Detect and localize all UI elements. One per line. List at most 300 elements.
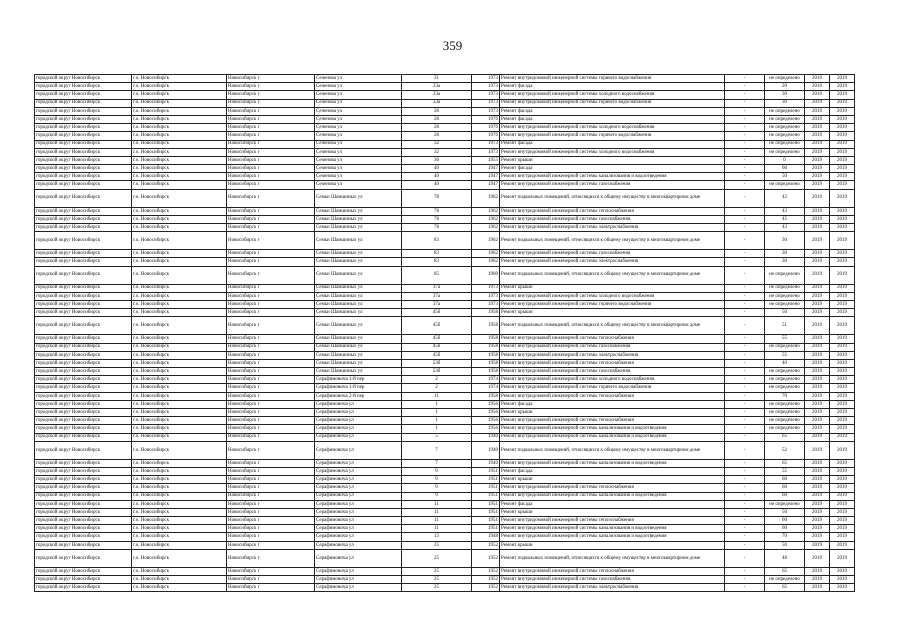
street-cell: Семьи Шамшиных ул	[315, 258, 402, 266]
house-number-cell: 45б	[402, 343, 472, 351]
house-number-cell: 1	[402, 417, 472, 425]
street-cell: Семьи Шамшиных ул	[315, 189, 402, 207]
district-cell: г.о. Новосибирск	[132, 576, 227, 584]
work-type-cell: Ремонт внутридомовой инженерной системы канализования и водоотведения	[500, 525, 725, 533]
value-cell: 0	[765, 156, 805, 164]
street-cell: Серафимовича ул	[315, 508, 402, 516]
table-row	[35, 284, 855, 292]
district-cell: г.о. Новосибирск	[132, 476, 227, 484]
value-cell: не определено	[765, 576, 805, 584]
value-cell: 30	[765, 91, 805, 99]
work-type-cell: Ремонт внутридомовой инженерной системы электроснабжения	[500, 224, 725, 232]
year-start-cell: 2019	[805, 83, 830, 91]
city-cell: Новосибирск г	[227, 300, 315, 308]
year-end-cell: 2019	[830, 250, 855, 258]
dash-cell: -	[725, 317, 765, 335]
table-row	[35, 224, 855, 232]
municipality-cell: городской округ Новосибирск	[35, 433, 132, 441]
value-cell: 45	[765, 215, 805, 223]
dash-cell: -	[725, 549, 765, 567]
city-cell: Новосибирск г	[227, 567, 315, 575]
value-cell: не определено	[765, 400, 805, 408]
city-cell: Новосибирск г	[227, 107, 315, 115]
district-cell: г.о. Новосибирск	[132, 368, 227, 376]
house-number-cell: 53б	[402, 368, 472, 376]
house-number-cell: 40	[402, 165, 472, 173]
year-end-cell: 2019	[830, 107, 855, 115]
house-number-cell: 9	[402, 492, 472, 500]
table-row	[35, 384, 855, 392]
value-cell: не определено	[765, 343, 805, 351]
table-row	[35, 533, 855, 541]
year-start-cell: 2019	[805, 376, 830, 384]
dash-cell: -	[725, 400, 765, 408]
work-type-cell: Ремонт внутридомовой инженерной системы холодного водоснабжения	[500, 148, 725, 156]
municipality-cell: городской округ Новосибирск	[35, 541, 132, 549]
work-type-cell: Ремонт внутридомовой инженерной системы газоснабжения	[500, 343, 725, 351]
city-cell: Новосибирск г	[227, 309, 315, 317]
year-end-cell: 2019	[830, 417, 855, 425]
year-built-cell: 1940	[472, 433, 500, 441]
dash-cell: -	[725, 156, 765, 164]
municipality-cell: городской округ Новосибирск	[35, 384, 132, 392]
year-built-cell: 1947	[472, 181, 500, 189]
table-row	[35, 359, 855, 367]
table-row	[35, 266, 855, 284]
city-cell: Новосибирск г	[227, 425, 315, 433]
street-cell: Серафимовича 2-й пер	[315, 392, 402, 400]
city-cell: Новосибирск г	[227, 215, 315, 223]
district-cell: г.о. Новосибирск	[132, 549, 227, 567]
city-cell: Новосибирск г	[227, 517, 315, 525]
work-type-cell: Ремонт внутридомовой инженерной системы канализования и водоотведения	[500, 425, 725, 433]
value-cell: 60	[765, 492, 805, 500]
house-number-cell: 40	[402, 173, 472, 181]
year-start-cell: 2019	[805, 207, 830, 215]
year-built-cell: 1951	[472, 525, 500, 533]
year-built-cell: 1956	[472, 425, 500, 433]
municipality-cell: городской округ Новосибирск	[35, 224, 132, 232]
city-cell: Новосибирск г	[227, 368, 315, 376]
street-cell: Серафимовича ул	[315, 584, 402, 592]
year-start-cell: 2019	[805, 459, 830, 467]
value-cell: 50	[765, 541, 805, 549]
city-cell: Новосибирск г	[227, 400, 315, 408]
value-cell: не определено	[765, 500, 805, 508]
house-number-cell: 31	[402, 75, 472, 83]
year-end-cell: 2019	[830, 317, 855, 335]
work-type-cell: Ремонт внутридомовой инженерной системы канализования и водоотведения	[500, 492, 725, 500]
table-row	[35, 83, 855, 91]
work-type-cell: Ремонт внутридомовой инженерной системы теплоснабжения	[500, 335, 725, 343]
year-built-cell: 1951	[472, 476, 500, 484]
year-start-cell: 2019	[805, 533, 830, 541]
house-number-cell: 37а	[402, 300, 472, 308]
street-cell: Сеченова ул	[315, 83, 402, 91]
table-row	[35, 250, 855, 258]
municipality-cell: городской округ Новосибирск	[35, 148, 132, 156]
house-number-cell: 9	[402, 484, 472, 492]
table-row	[35, 549, 855, 567]
dash-cell: -	[725, 140, 765, 148]
work-type-cell: Ремонт внутридомовой инженерной системы электроснабжения	[500, 584, 725, 592]
table-row	[35, 309, 855, 317]
work-type-cell: Ремонт внутридомовой инженерной системы холодного водоснабжения	[500, 91, 725, 99]
dash-cell: -	[725, 250, 765, 258]
street-cell: Семьи Шамшиных ул	[315, 351, 402, 359]
table-row	[35, 207, 855, 215]
value-cell: 48	[765, 549, 805, 567]
house-number-cell: 83	[402, 232, 472, 250]
street-cell: Семьи Шамшиных ул	[315, 250, 402, 258]
year-start-cell: 2019	[805, 266, 830, 284]
municipality-cell: городской округ Новосибирск	[35, 441, 132, 459]
dash-cell: -	[725, 189, 765, 207]
work-type-cell: Ремонт крыши	[500, 409, 725, 417]
municipality-cell: городской округ Новосибирск	[35, 533, 132, 541]
city-cell: Новосибирск г	[227, 91, 315, 99]
year-start-cell: 2019	[805, 343, 830, 351]
dash-cell: -	[725, 292, 765, 300]
house-number-cell: 1	[402, 425, 472, 433]
municipality-cell: городской округ Новосибирск	[35, 508, 132, 516]
street-cell: Серафимовича ул	[315, 517, 402, 525]
street-cell: Серафимовича 1-й пер	[315, 384, 402, 392]
year-built-cell: 1956	[472, 417, 500, 425]
district-cell: г.о. Новосибирск	[132, 400, 227, 408]
house-number-cell: 37а	[402, 292, 472, 300]
work-type-cell: Ремонт внутридомовой инженерной системы теплоснабжения	[500, 359, 725, 367]
year-built-cell: 1951	[472, 500, 500, 508]
district-cell: г.о. Новосибирск	[132, 124, 227, 132]
city-cell: Новосибирск г	[227, 484, 315, 492]
city-cell: Новосибирск г	[227, 232, 315, 250]
city-cell: Новосибирск г	[227, 541, 315, 549]
house-number-cell: 33а	[402, 99, 472, 107]
city-cell: Новосибирск г	[227, 549, 315, 567]
house-number-cell: 85	[402, 266, 472, 284]
year-built-cell: 1951	[472, 492, 500, 500]
year-end-cell: 2019	[830, 300, 855, 308]
street-cell: Семьи Шамшиных ул	[315, 224, 402, 232]
work-type-cell: Ремонт подвальных помещений, относящихся к общему имуществу в многоквартирном доме	[500, 317, 725, 335]
district-cell: г.о. Новосибирск	[132, 409, 227, 417]
table-row	[35, 484, 855, 492]
city-cell: Новосибирск г	[227, 148, 315, 156]
table-row	[35, 467, 855, 475]
district-cell: г.о. Новосибирск	[132, 459, 227, 467]
work-type-cell: Ремонт подвальных помещений, относящихся к общему имуществу в многоквартирном доме	[500, 549, 725, 567]
year-end-cell: 2019	[830, 148, 855, 156]
year-end-cell: 2019	[830, 508, 855, 516]
year-start-cell: 2019	[805, 99, 830, 107]
work-type-cell: Ремонт внутридомовой инженерной системы теплоснабжения	[500, 484, 725, 492]
value-cell: 60	[765, 476, 805, 484]
dash-cell: -	[725, 392, 765, 400]
table-row	[35, 425, 855, 433]
city-cell: Новосибирск г	[227, 99, 315, 107]
house-number-cell: 28	[402, 132, 472, 140]
dash-cell: -	[725, 300, 765, 308]
city-cell: Новосибирск г	[227, 317, 315, 335]
year-built-cell: 1956	[472, 409, 500, 417]
house-number-cell: 25	[402, 549, 472, 567]
year-start-cell: 2019	[805, 300, 830, 308]
street-cell: Сеченова ул	[315, 115, 402, 123]
year-built-cell: 1962	[472, 215, 500, 223]
value-cell: 65	[765, 459, 805, 467]
municipality-cell: городской округ Новосибирск	[35, 165, 132, 173]
city-cell: Новосибирск г	[227, 140, 315, 148]
district-cell: г.о. Новосибирск	[132, 140, 227, 148]
district-cell: г.о. Новосибирск	[132, 292, 227, 300]
house-number-cell: 40	[402, 181, 472, 189]
municipality-cell: городской округ Новосибирск	[35, 83, 132, 91]
street-cell: Семьи Шамшиных ул	[315, 335, 402, 343]
work-type-cell: Ремонт крыши	[500, 309, 725, 317]
work-type-cell: Ремонт внутридомовой инженерной системы горячего водоснабжения	[500, 99, 725, 107]
house-number-cell: 83	[402, 258, 472, 266]
city-cell: Новосибирск г	[227, 584, 315, 592]
street-cell: Серафимовича ул	[315, 525, 402, 533]
dash-cell: -	[725, 425, 765, 433]
year-built-cell: 1973	[472, 148, 500, 156]
table-row	[35, 376, 855, 384]
year-end-cell: 2019	[830, 83, 855, 91]
year-start-cell: 2019	[805, 292, 830, 300]
city-cell: Новосибирск г	[227, 392, 315, 400]
value-cell: 70	[765, 533, 805, 541]
municipality-cell: городской округ Новосибирск	[35, 417, 132, 425]
city-cell: Новосибирск г	[227, 156, 315, 164]
dash-cell: -	[725, 309, 765, 317]
work-type-cell: Ремонт подвальных помещений, относящихся к общему имуществу в многоквартирном доме	[500, 189, 725, 207]
municipality-cell: городской округ Новосибирск	[35, 107, 132, 115]
city-cell: Новосибирск г	[227, 224, 315, 232]
value-cell: 65	[765, 433, 805, 441]
year-start-cell: 2019	[805, 359, 830, 367]
dash-cell: -	[725, 433, 765, 441]
work-type-cell: Ремонт крыши	[500, 156, 725, 164]
street-cell: Серафимовича ул	[315, 549, 402, 567]
table-row	[35, 409, 855, 417]
dash-cell: -	[725, 351, 765, 359]
dash-cell: -	[725, 541, 765, 549]
value-cell: не определено	[765, 107, 805, 115]
year-built-cell: 1958	[472, 343, 500, 351]
value-cell: 60	[765, 525, 805, 533]
year-built-cell: 1976	[472, 115, 500, 123]
dash-cell: -	[725, 567, 765, 575]
municipality-cell: городской округ Новосибирск	[35, 317, 132, 335]
table-row	[35, 584, 855, 592]
dash-cell: -	[725, 441, 765, 459]
district-cell: г.о. Новосибирск	[132, 417, 227, 425]
municipality-cell: городской округ Новосибирск	[35, 232, 132, 250]
dash-cell: -	[725, 335, 765, 343]
dash-cell: -	[725, 124, 765, 132]
city-cell: Новосибирск г	[227, 576, 315, 584]
year-end-cell: 2019	[830, 476, 855, 484]
house-number-cell: 32	[402, 148, 472, 156]
year-built-cell: 1951	[472, 467, 500, 475]
year-end-cell: 2019	[830, 207, 855, 215]
year-built-cell: 1951	[472, 517, 500, 525]
table-row	[35, 173, 855, 181]
district-cell: г.о. Новосибирск	[132, 508, 227, 516]
table-row	[35, 541, 855, 549]
year-end-cell: 2019	[830, 91, 855, 99]
municipality-cell: городской округ Новосибирск	[35, 392, 132, 400]
work-type-cell: Ремонт фасада	[500, 467, 725, 475]
year-end-cell: 2019	[830, 467, 855, 475]
work-type-cell: Ремонт фасада	[500, 500, 725, 508]
value-cell: 60	[765, 517, 805, 525]
dash-cell: -	[725, 258, 765, 266]
house-number-cell: 11	[402, 508, 472, 516]
year-built-cell: 1973	[472, 300, 500, 308]
year-end-cell: 2019	[830, 215, 855, 223]
value-cell: не определено	[765, 284, 805, 292]
house-number-cell: 33а	[402, 91, 472, 99]
municipality-cell: городской округ Новосибирск	[35, 75, 132, 83]
city-cell: Новосибирск г	[227, 384, 315, 392]
year-start-cell: 2019	[805, 115, 830, 123]
district-cell: г.о. Новосибирск	[132, 232, 227, 250]
city-cell: Новосибирск г	[227, 189, 315, 207]
district-cell: г.о. Новосибирск	[132, 258, 227, 266]
district-cell: г.о. Новосибирск	[132, 156, 227, 164]
district-cell: г.о. Новосибирск	[132, 250, 227, 258]
city-cell: Новосибирск г	[227, 83, 315, 91]
work-type-cell: Ремонт фасада	[500, 165, 725, 173]
house-number-cell: 78	[402, 189, 472, 207]
house-number-cell: 83	[402, 250, 472, 258]
value-cell: не определено	[765, 300, 805, 308]
value-cell: 30	[765, 99, 805, 107]
year-built-cell: 1960	[472, 266, 500, 284]
year-start-cell: 2019	[805, 409, 830, 417]
municipality-cell: городской округ Новосибирск	[35, 91, 132, 99]
year-end-cell: 2019	[830, 99, 855, 107]
municipality-cell: городской округ Новосибирск	[35, 368, 132, 376]
work-type-cell: Ремонт внутридомовой инженерной системы газоснабжения	[500, 368, 725, 376]
street-cell: Серафимовича ул	[315, 417, 402, 425]
district-cell: г.о. Новосибирск	[132, 376, 227, 384]
year-start-cell: 2019	[805, 351, 830, 359]
table-row	[35, 91, 855, 99]
municipality-cell: городской округ Новосибирск	[35, 576, 132, 584]
street-cell: Серафимовича ул	[315, 433, 402, 441]
dash-cell: -	[725, 525, 765, 533]
work-type-cell: Ремонт фасада	[500, 140, 725, 148]
street-cell: Семьи Шамшиных ул	[315, 292, 402, 300]
district-cell: г.о. Новосибирск	[132, 584, 227, 592]
year-built-cell: 1951	[472, 484, 500, 492]
year-built-cell: 1958	[472, 359, 500, 367]
year-end-cell: 2019	[830, 384, 855, 392]
house-number-cell: 33а	[402, 83, 472, 91]
district-cell: г.о. Новосибирск	[132, 317, 227, 335]
city-cell: Новосибирск г	[227, 132, 315, 140]
house-number-cell: 25	[402, 584, 472, 592]
year-end-cell: 2019	[830, 359, 855, 367]
district-cell: г.о. Новосибирск	[132, 132, 227, 140]
city-cell: Новосибирск г	[227, 376, 315, 384]
street-cell: Серафимовича ул	[315, 484, 402, 492]
municipality-cell: городской округ Новосибирск	[35, 459, 132, 467]
work-type-cell: Ремонт крыши	[500, 541, 725, 549]
value-cell: 60	[765, 165, 805, 173]
year-start-cell: 2019	[805, 567, 830, 575]
year-end-cell: 2019	[830, 224, 855, 232]
value-cell: не определено	[765, 425, 805, 433]
value-cell: 65	[765, 567, 805, 575]
year-built-cell: 1973	[472, 99, 500, 107]
municipality-cell: городской округ Новосибирск	[35, 476, 132, 484]
house-number-cell: 78	[402, 207, 472, 215]
district-cell: г.о. Новосибирск	[132, 189, 227, 207]
year-end-cell: 2019	[830, 409, 855, 417]
year-end-cell: 2019	[830, 132, 855, 140]
house-number-cell: 45б	[402, 317, 472, 335]
year-built-cell: 1962	[472, 189, 500, 207]
year-built-cell: 1958	[472, 309, 500, 317]
year-start-cell: 2019	[805, 441, 830, 459]
value-cell: 30	[765, 258, 805, 266]
table-row	[35, 517, 855, 525]
district-cell: г.о. Новосибирск	[132, 425, 227, 433]
street-cell: Сеченова ул	[315, 165, 402, 173]
year-start-cell: 2019	[805, 576, 830, 584]
work-type-cell: Ремонт внутридомовой инженерной системы газоснабжения	[500, 576, 725, 584]
value-cell: 55	[765, 351, 805, 359]
year-start-cell: 2019	[805, 549, 830, 567]
municipality-cell: городской округ Новосибирск	[35, 517, 132, 525]
value-cell: не определено	[765, 384, 805, 392]
district-cell: г.о. Новосибирск	[132, 351, 227, 359]
street-cell: Сеченова ул	[315, 132, 402, 140]
municipality-cell: городской округ Новосибирск	[35, 309, 132, 317]
street-cell: Сеченова ул	[315, 107, 402, 115]
table-row	[35, 75, 855, 83]
district-cell: г.о. Новосибирск	[132, 165, 227, 173]
year-end-cell: 2019	[830, 124, 855, 132]
year-start-cell: 2019	[805, 224, 830, 232]
municipality-cell: городской округ Новосибирск	[35, 99, 132, 107]
value-cell: 55	[765, 335, 805, 343]
street-cell: Сеченова ул	[315, 156, 402, 164]
city-cell: Новосибирск г	[227, 124, 315, 132]
year-start-cell: 2019	[805, 508, 830, 516]
house-number-cell: 7	[402, 459, 472, 467]
house-number-cell: 1	[402, 409, 472, 417]
municipality-cell: городской округ Новосибирск	[35, 156, 132, 164]
dash-cell: -	[725, 107, 765, 115]
street-cell: Серафимовича ул	[315, 541, 402, 549]
house-number-cell: 11	[402, 517, 472, 525]
dash-cell: -	[725, 492, 765, 500]
year-start-cell: 2019	[805, 250, 830, 258]
year-built-cell: 1955	[472, 156, 500, 164]
value-cell: не определено	[765, 266, 805, 284]
street-cell: Семьи Шамшиных ул	[315, 359, 402, 367]
table-row	[35, 300, 855, 308]
dash-cell: -	[725, 207, 765, 215]
work-type-cell: Ремонт подвальных помещений, относящихся к общему имуществу в многоквартирном доме	[500, 232, 725, 250]
municipality-cell: городской округ Новосибирск	[35, 124, 132, 132]
year-end-cell: 2019	[830, 576, 855, 584]
